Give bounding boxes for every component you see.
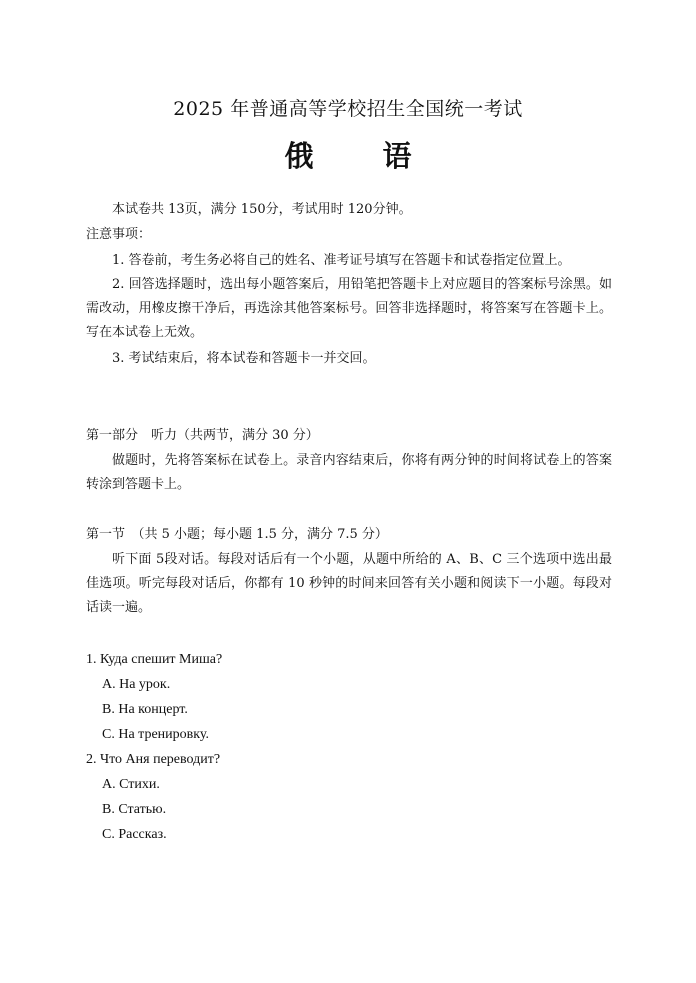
intro-line: 本试卷共 13页，满分 150分，考试用时 120分钟。: [112, 202, 412, 217]
part1-instructions: 做题时，先将答案标在试卷上。录音内容结束后，你将有两分钟的时间将试卷上的答案转涂到答题卡上。: [86, 453, 612, 492]
question-1-option-b: B. На концерт.: [102, 702, 188, 717]
section1-heading: 第一节 （共 5 小题；每小题 1.5 分，满分 7.5 分）: [86, 527, 388, 542]
note-item-3: 3. 考试结束后，将本试卷和答题卡一并交回。: [112, 351, 376, 366]
question-1-option-c: C. На тренировку.: [102, 727, 209, 742]
question-1-option-a: A. На урок.: [102, 677, 171, 692]
question-2-option-a: A. Стихи.: [102, 777, 160, 792]
question-2-option-b: B. Статью.: [102, 802, 167, 817]
question-1-stem: 1. Куда спешит Миша?: [86, 652, 223, 667]
question-2-stem: 2. Что Аня переводит?: [86, 752, 221, 767]
section1-instructions: 听下面 5段对话。每段对话后有一个小题，从题中所给的 A、B、C 三个选项中选出最佳选项。听完每段对话后，你都有 10 秒钟的时间来回答有关小题和阅读下一小题。每段对话读一遍。: [86, 552, 612, 615]
notes-heading: 注意事项：: [86, 227, 152, 242]
note-item-2: 2. 回答选择题时，选出每小题答案后，用铅笔把答题卡上对应题目的答案标号涂黑。如需改动，用橡皮擦干净后，再选涂其他答案标号。回答非选择题时，将答案写在答题卡上。写在本试卷上无效。: [86, 277, 612, 340]
note-item-1: 1. 答卷前，考生务必将自己的姓名、准考证号填写在答题卡和试卷指定位置上。: [112, 253, 571, 268]
part1-heading: 第一部分 听力（共两节，满分 30 分）: [86, 428, 319, 443]
question-2-option-c: C. Рассказ.: [102, 827, 167, 842]
subject-title: 俄 语: [284, 139, 432, 173]
exam-title: 2025 年普通高等学校招生全国统一考试: [173, 98, 523, 120]
